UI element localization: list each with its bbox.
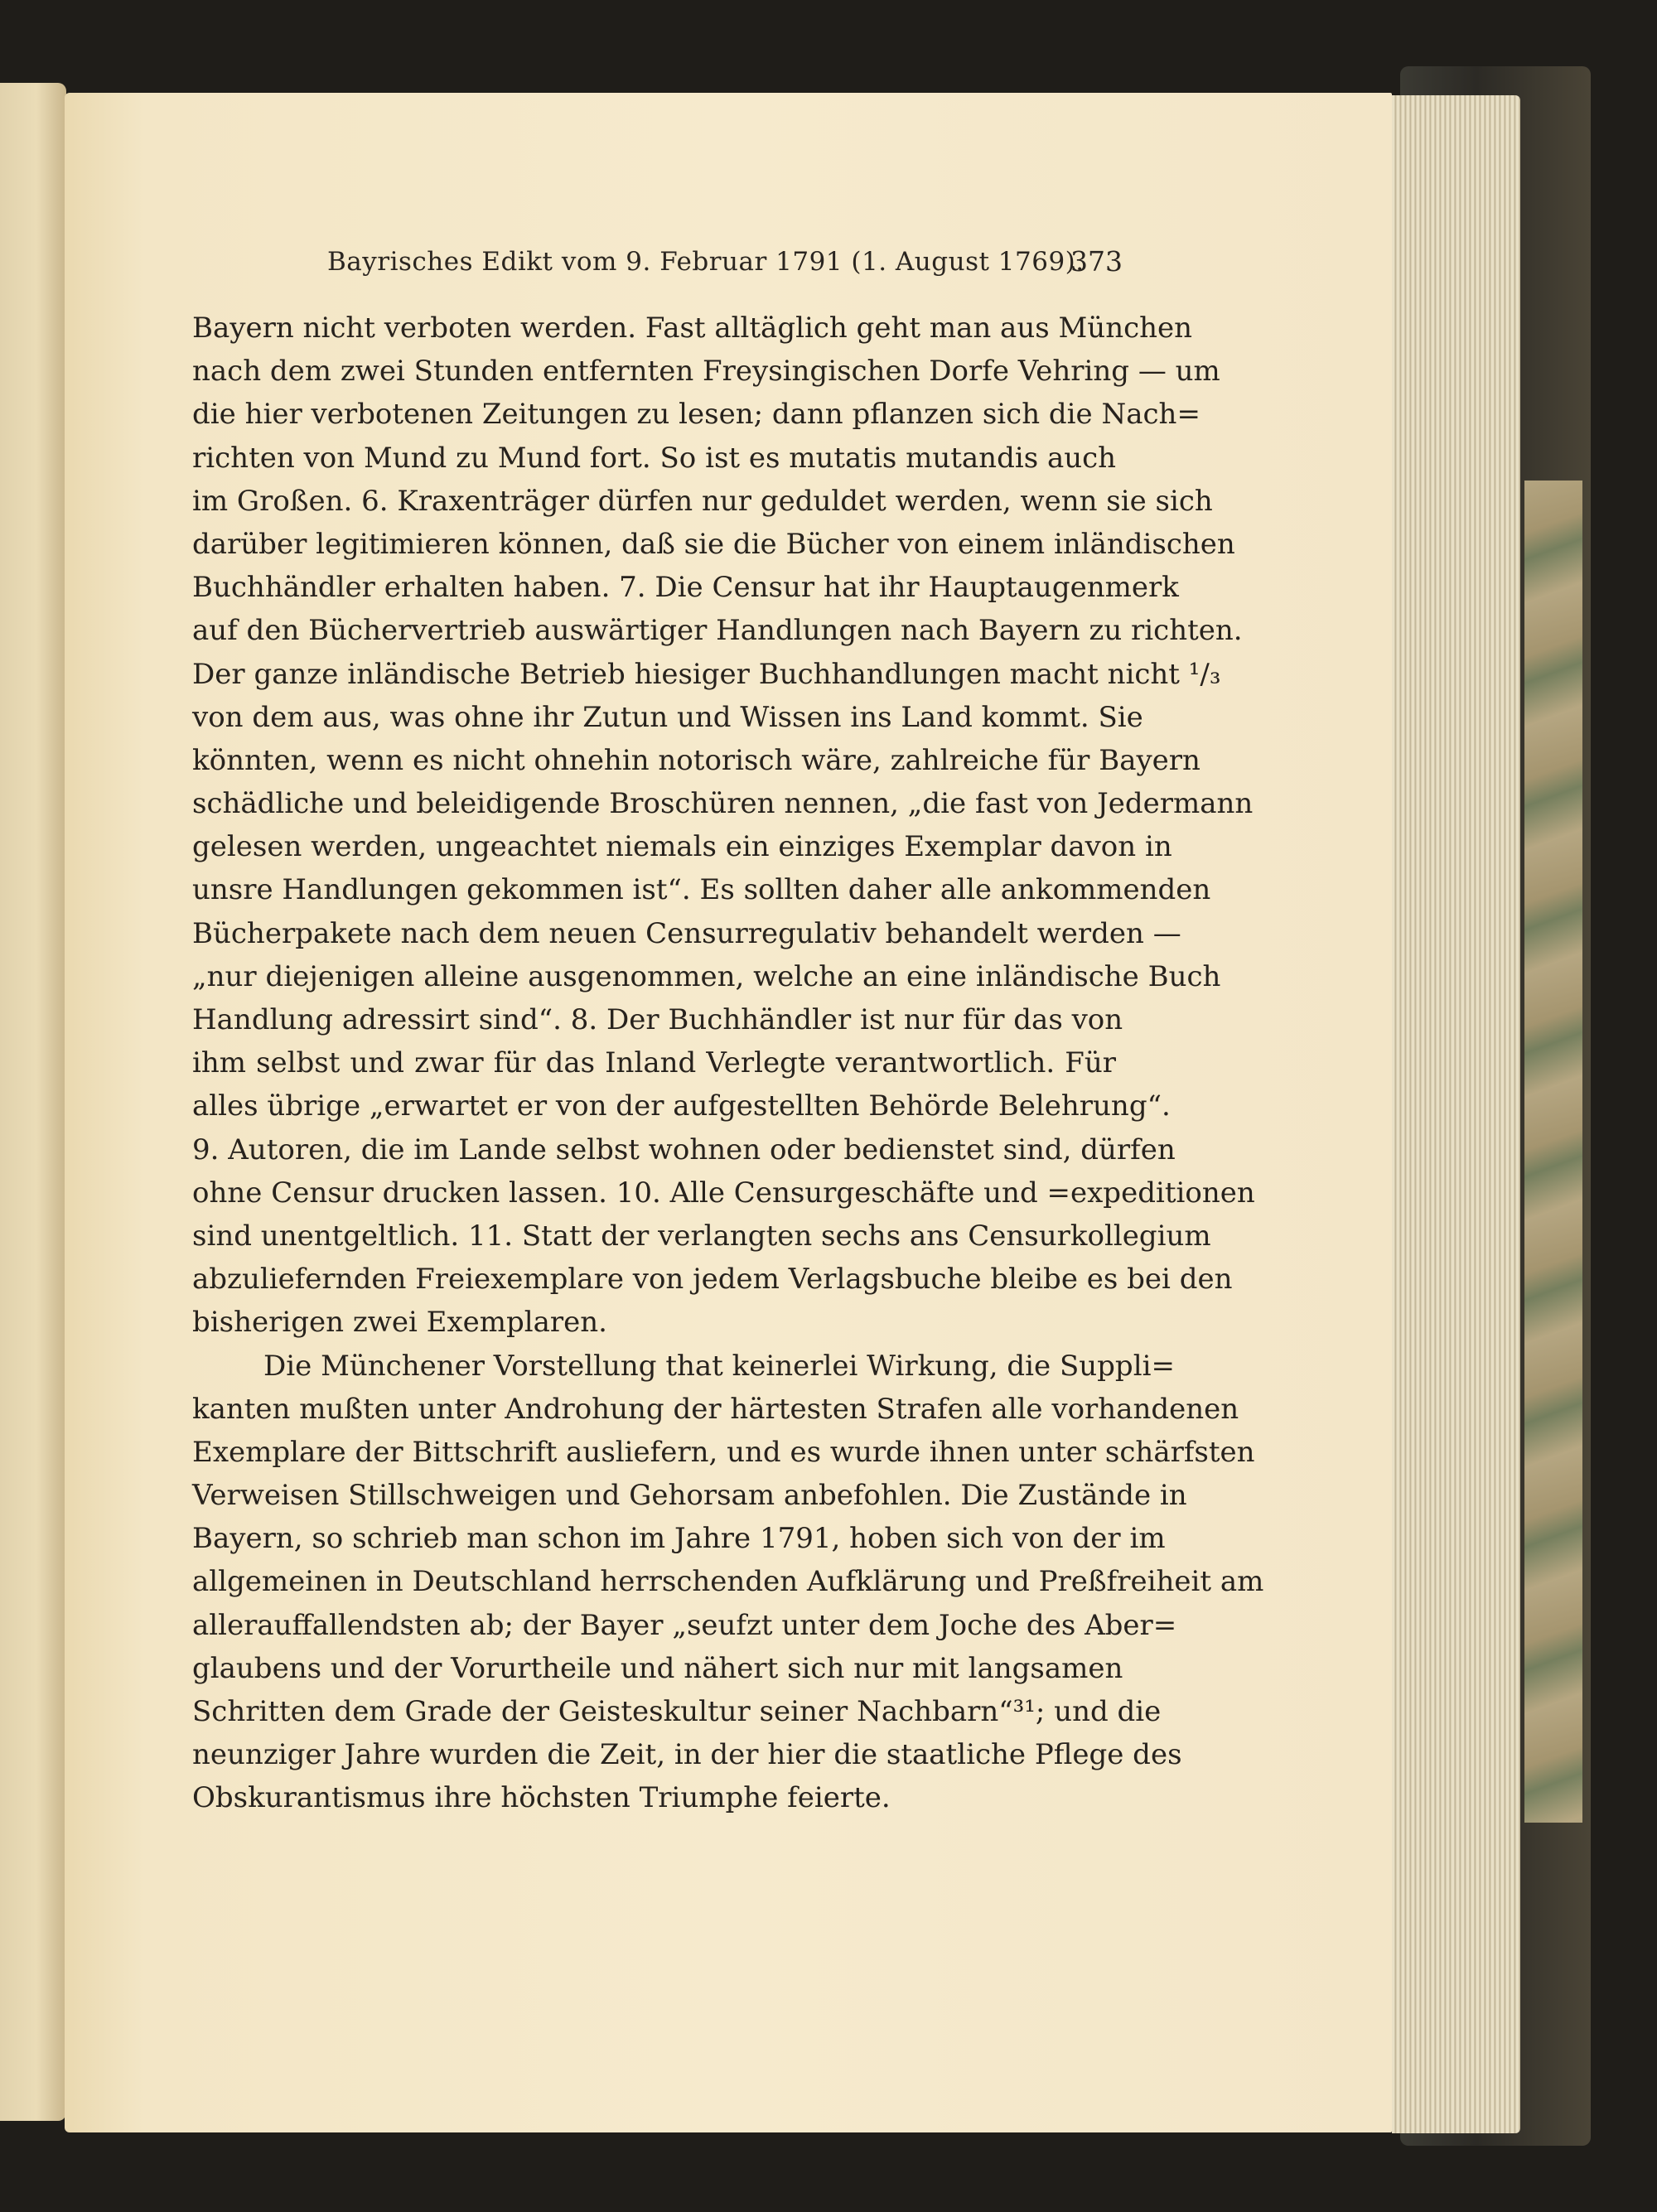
text-line: Die Münchener Vorstellung that keinerlei Wirkung, die Suppli= xyxy=(263,1349,1175,1383)
text-line: nach dem zwei Stunden entfernten Freysingischen Dorfe Vehring — um xyxy=(192,355,1220,389)
text-line: könnten, wenn es nicht ohnehin notorisch wäre, zahlreiche für Bayern xyxy=(192,743,1200,777)
text-line: im Großen. 6. Kraxenträger dürfen nur geduldet werden, wenn sie sich xyxy=(192,484,1213,518)
text-line: Schritten dem Grade der Geisteskultur seiner Nachbarn“³¹; und die xyxy=(192,1695,1162,1728)
text-line: alles übrige „erwartet er von der aufgestellten Behörde Belehrung“. xyxy=(192,1089,1171,1123)
text-line: Verweisen Stillschweigen und Gehorsam anbefohlen. Die Zustände in xyxy=(192,1479,1187,1513)
text-line: bisherigen zwei Exemplaren. xyxy=(192,1306,607,1340)
text-line: ihm selbst und zwar für das Inland Verlegte verantwortlich. Für xyxy=(192,1046,1116,1080)
text-line: richten von Mund zu Mund fort. So ist es mutatis mutandis auch xyxy=(192,441,1117,475)
text-line: „nur diejenigen alleine ausgenommen, welche an eine inländische Buch xyxy=(192,959,1221,993)
left-page-edge xyxy=(0,83,66,2121)
text-line: Bücherpakete nach dem neuen Censurregulativ behandelt werden — xyxy=(192,916,1181,950)
text-line: sind unentgeltlich. 11. Statt der verlangten sechs ans Censurkollegium xyxy=(192,1219,1211,1253)
text-line: ohne Censur drucken lassen. 10. Alle Censurgeschäfte und =expeditionen xyxy=(192,1176,1255,1210)
page-number: 373 xyxy=(1070,245,1123,278)
text-line: von dem aus, was ohne ihr Zutun und Wissen ins Land kommt. Sie xyxy=(192,700,1143,734)
text-line: auf den Büchervertrieb auswärtiger Handlungen nach Bayern zu richten. xyxy=(192,614,1243,648)
text-line: kanten mußten unter Androhung der härtesten Strafen alle vorhandenen xyxy=(192,1392,1239,1426)
text-line: abzuliefernden Freiexemplare von jedem Verlagsbuche bleibe es bei den xyxy=(192,1263,1233,1297)
text-line: gelesen werden, ungeachtet niemals ein einziges Exemplar davon in xyxy=(192,830,1172,864)
text-line: allerauffallendsten ab; der Bayer „seufzt unter dem Joche des Aber= xyxy=(192,1608,1177,1642)
text-line: Bayern nicht verboten werden. Fast alltäglich geht man aus München xyxy=(192,312,1193,345)
text-line: allgemeinen in Deutschland herrschenden Aufklärung und Preßfreiheit am xyxy=(192,1565,1264,1599)
text-line: Bayern, so schrieb man schon im Jahre 1791, hoben sich von der im xyxy=(192,1522,1166,1556)
text-line: Buchhändler erhalten haben. 7. Die Censur hat ihr Hauptaugenmerk xyxy=(192,571,1179,605)
cover-marbled-edge xyxy=(1524,481,1582,1823)
text-line: unsre Handlungen gekommen ist“. Es sollten daher alle ankommenden xyxy=(192,873,1211,907)
text-line: 9. Autoren, die im Lande selbst wohnen oder bedienstet sind, dürfen xyxy=(192,1133,1176,1166)
text-line: schädliche und beleidigende Broschüren nennen, „die fast von Jedermann xyxy=(192,787,1254,821)
running-header: Bayrisches Edikt vom 9. Februar 1791 (1. August 1769). xyxy=(327,247,1085,277)
text-line: Der ganze inländische Betrieb hiesiger Buchhandlungen macht nicht ¹/₃ xyxy=(192,657,1221,691)
text-line: Handlung adressirt sind“. 8. Der Buchhändler ist nur für das von xyxy=(192,1003,1123,1036)
text-line: darüber legitimieren können, daß sie die Bücher von einem inländischen xyxy=(192,527,1235,561)
text-line: Exemplare der Bittschrift ausliefern, und es wurde ihnen unter schärfsten xyxy=(192,1435,1255,1469)
page-edges xyxy=(1392,95,1520,2133)
text-line: die hier verbotenen Zeitungen zu lesen; dann pflanzen sich die Nach= xyxy=(192,398,1200,432)
body-text xyxy=(192,307,1264,1820)
text-line: glaubens und der Vorurtheile und nähert sich nur mit langsamen xyxy=(192,1651,1123,1685)
text-line: neunziger Jahre wurden die Zeit, in der hier die staatliche Pflege des xyxy=(192,1738,1182,1772)
text-line: Obskurantismus ihre höchsten Triumphe feierte. xyxy=(192,1781,891,1815)
